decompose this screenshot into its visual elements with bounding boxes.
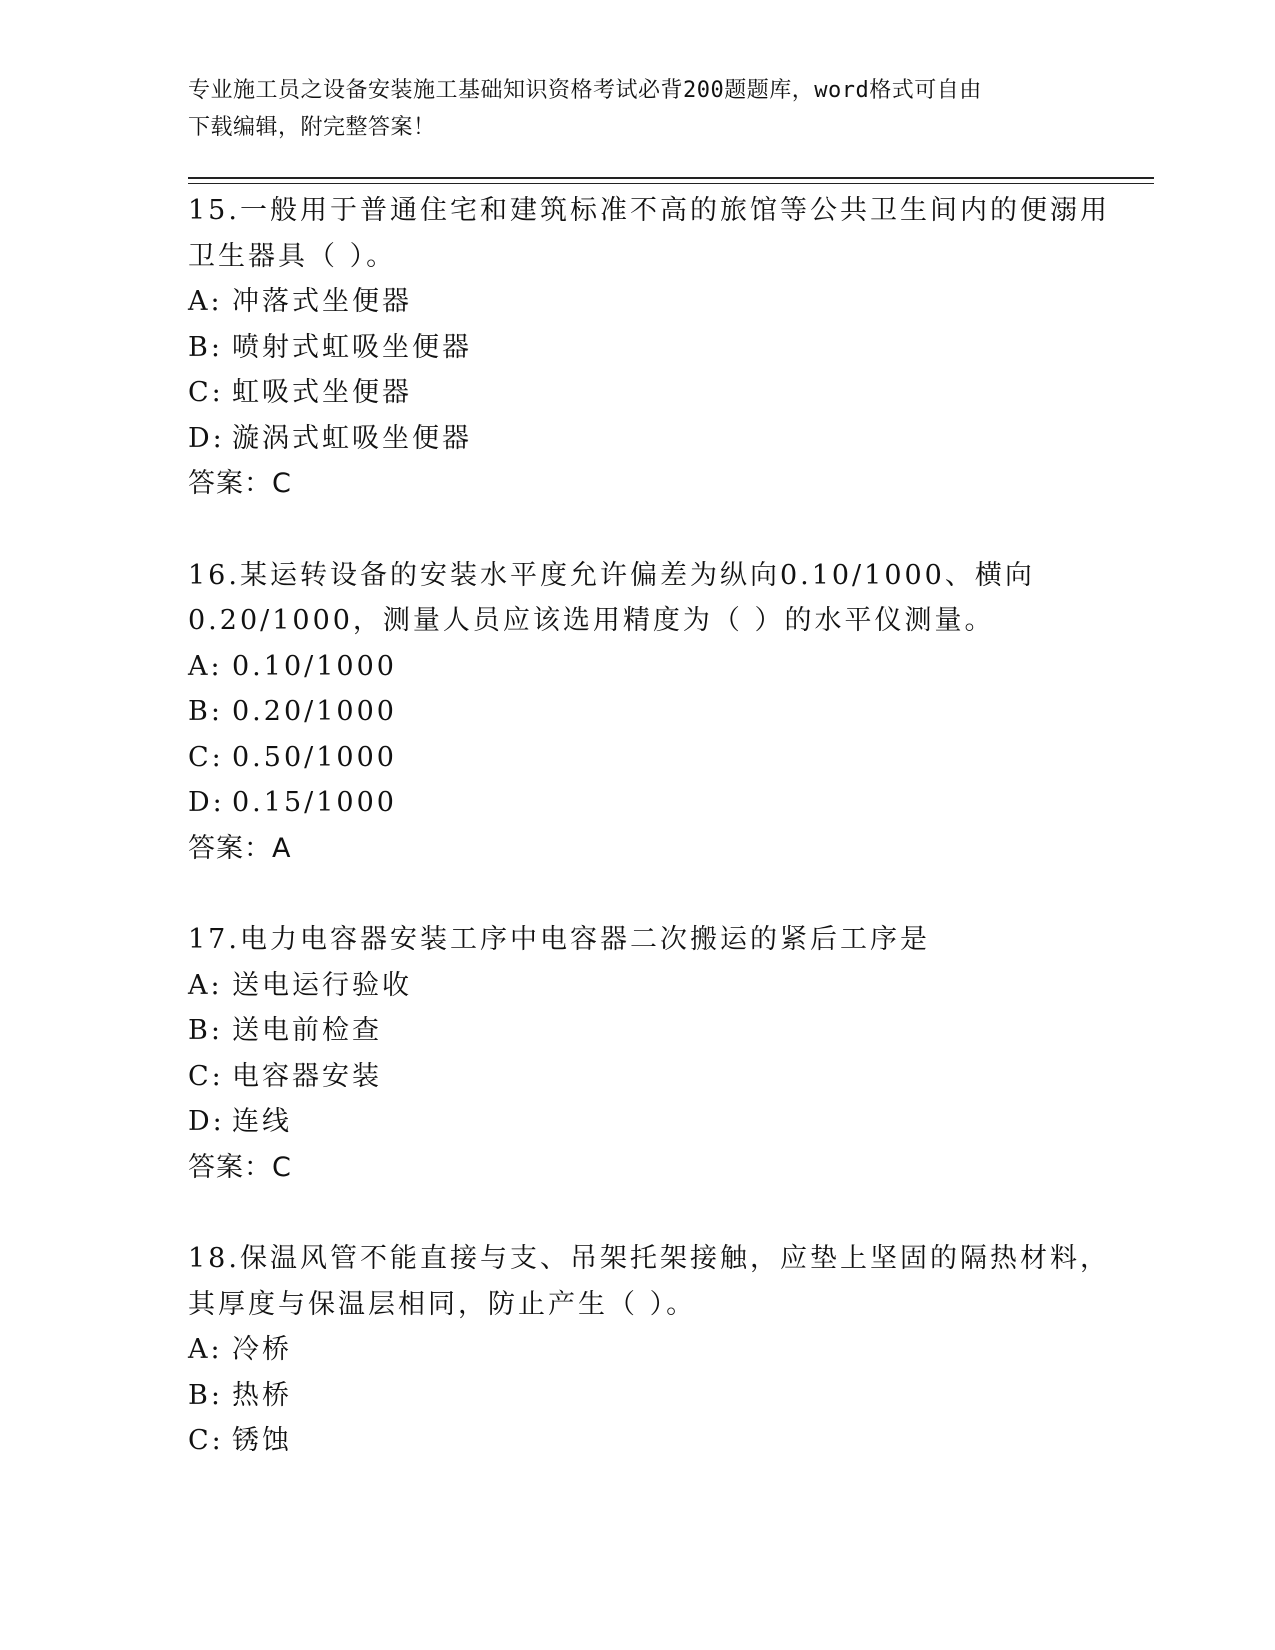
option-letter: C:: [188, 377, 224, 408]
option-b: [188, 689, 1088, 735]
option-a: [188, 279, 1088, 325]
option-text: 0.15/1000: [232, 787, 397, 818]
option-letter: C:: [188, 1060, 224, 1092]
option-text: 连线: [232, 1106, 292, 1137]
question-text: 卫生器具（ ）。: [188, 240, 397, 272]
option-a: [188, 644, 1088, 690]
question-15: [188, 188, 1110, 507]
option-text: 0.50/1000: [232, 741, 397, 773]
option-letter: A:: [188, 286, 223, 317]
option-letter: B:: [188, 1015, 223, 1046]
answer: 答案：C: [188, 1151, 292, 1183]
option-letter: B:: [188, 331, 223, 363]
option-text: 冷桥: [232, 1334, 292, 1365]
option-c: [188, 370, 1088, 416]
option-letter: B:: [188, 1379, 223, 1411]
option-d: [188, 1099, 1088, 1145]
question-text: 18.保温风管不能直接与支、吊架托架接触，应垫上坚固的隔热材料，: [188, 1243, 1110, 1274]
option-a: [188, 1327, 1088, 1373]
option-text: 送电运行验收: [232, 969, 412, 1001]
option-text: 虹吸式坐便器: [232, 377, 412, 408]
option-d: [188, 416, 1088, 462]
option-letter: A:: [188, 650, 223, 682]
header-line-2: 下载编辑，附完整答案！: [188, 115, 436, 140]
header-divider-thick: [188, 177, 1154, 179]
option-c: [188, 735, 1088, 781]
option-letter: D:: [188, 787, 225, 818]
option-text: 送电前检查: [232, 1015, 382, 1046]
question-18: [188, 1236, 1110, 1464]
question-text: 15.一般用于普通住宅和建筑标准不高的旅馆等公共卫生间内的便溺用: [188, 195, 1110, 226]
option-b: [188, 1008, 1088, 1054]
question-text: 0.20/1000，测量人员应该选用精度为（ ）的水平仪测量。: [188, 605, 995, 636]
option-a: [188, 963, 1088, 1009]
question-text: 16.某运转设备的安装水平度允许偏差为纵向0.10/1000、横向: [188, 559, 1035, 591]
option-text: 冲落式坐便器: [232, 286, 412, 317]
question-17: [188, 917, 1088, 1190]
question-list: [188, 188, 1110, 1510]
header-line-1: 专业施工员之设备安装施工基础知识资格考试必背200题题库，word格式可自由: [188, 78, 982, 103]
document-header: [188, 72, 1068, 146]
option-text: 锈蚀: [232, 1425, 292, 1456]
option-b: [188, 1373, 1088, 1419]
option-c: [188, 1418, 1088, 1464]
option-letter: C:: [188, 1425, 224, 1456]
option-c: [188, 1054, 1088, 1100]
option-text: 0.20/1000: [232, 696, 397, 727]
option-text: 电容器安装: [232, 1060, 382, 1092]
option-text: 漩涡式虹吸坐便器: [232, 422, 472, 454]
answer: 答案：A: [188, 832, 292, 864]
question-text: 17.电力电容器安装工序中电容器二次搬运的紧后工序是: [188, 924, 930, 955]
option-text: 0.10/1000: [232, 650, 397, 682]
option-text: 喷射式虹吸坐便器: [232, 331, 472, 363]
option-letter: A:: [188, 1334, 223, 1365]
option-d: [188, 780, 1088, 826]
option-letter: B:: [188, 696, 223, 727]
option-letter: D:: [188, 422, 225, 454]
option-letter: D:: [188, 1106, 225, 1137]
question-text: 其厚度与保温层相同，防止产生（ ）。: [188, 1288, 697, 1320]
question-16: [188, 553, 1088, 872]
header-divider-thin: [188, 183, 1154, 184]
option-text: 热桥: [232, 1379, 292, 1411]
option-b: [188, 325, 1088, 371]
option-letter: A:: [188, 969, 223, 1001]
answer: 答案：C: [188, 468, 292, 499]
option-letter: C:: [188, 741, 224, 773]
